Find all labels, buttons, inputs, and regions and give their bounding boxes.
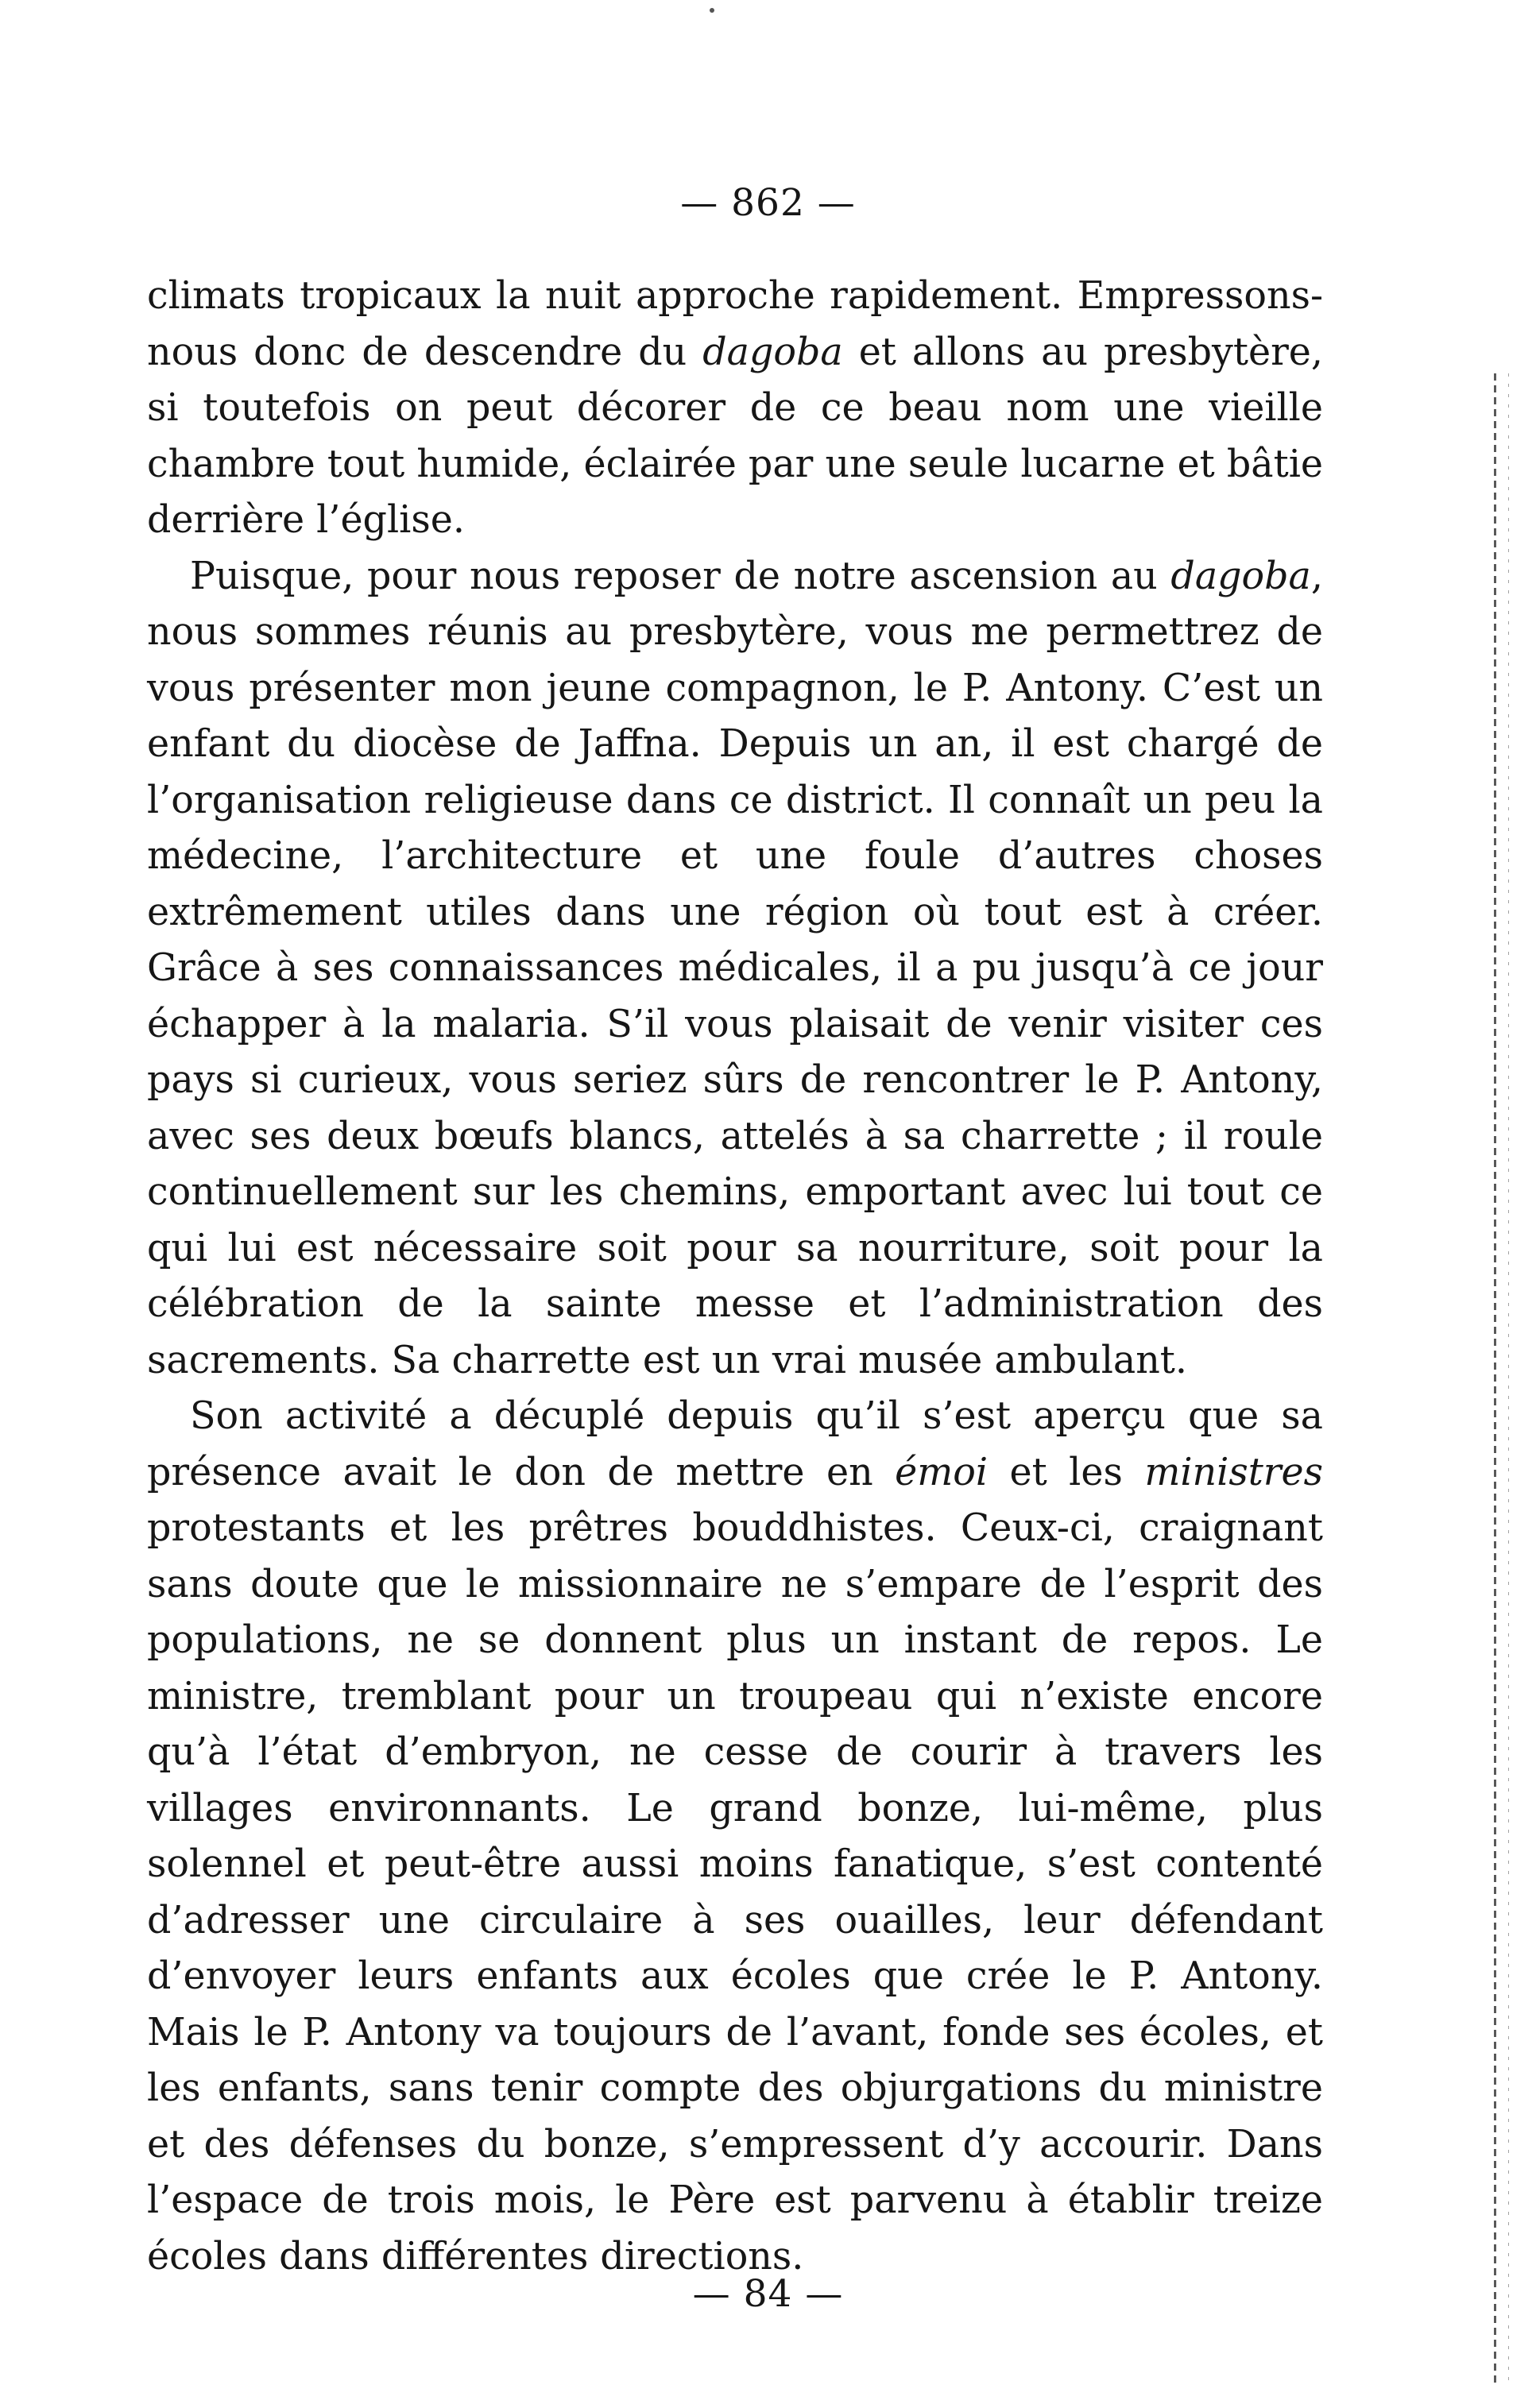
paragraph-1-segment-3: et allons au presbytère, si toutefois on peut décorer de ce beau nom une vieille chambre tout humide, éclairée par une seule lucarne et bâtie derrière l’église.: [147, 330, 1323, 542]
paragraph-2-segment-3: , nous sommes réunis au presbytère, vous me permettrez de vous présenter mon jeune compagnon, le P. Antony. C’est un enfant du diocèse de Jaffna. Depuis un an, il est chargé de l’organisation religieuse dans ce district. Il connaît un peu la médecine, l’architecture et une foule d’autres choses extrêmement utiles dans une région où tout est à créer. Grâce à ses connaissances médicales, il a pu jusqu’à ce jour échapper à la malaria. S’il vous plaisait de venir visiter ces pays si curieux, vous seriez sûrs de rencontrer le P. Antony, avec ses deux bœufs blancs, attelés à sa charrette ; il roule continuellement sur les chemins, emportant avec lui tout ce qui lui est nécessaire soit pour sa nourriture, soit pour la célébration de la sainte messe et l’administration des sacrements. Sa charrette est un vrai musée ambulant.: [147, 554, 1323, 1382]
paragraph-2-segment-1: Puisque, pour nous reposer de notre ascension au: [190, 554, 1171, 598]
paragraph-3-segment-5: protestants et les prêtres bouddhistes. Ceux-ci, craignant sans doute que le missionnaire ne s’empare de l’esprit des populations, ne se donnent plus un instant de repos. Le ministre, tremblant pour un troupeau qui n’existe encore qu’à l’état d’embryon, ne cesse de courir à travers les villages environnants. Le grand bonze, lui-même, plus solennel et peut-être aussi moins fanatique, s’est contenté d’adresser une circulaire à ses ouailles, leur défendant d’envoyer leurs enfants aux écoles que crée le P. Antony. Mais le P. Antony va toujours de l’avant, fonde ses écoles, et les enfants, sans tenir compte des objurgations du ministre et des défenses du bonze, s’empressent d’y accourir. Dans l’espace de trois mois, le Père est parvenu à établir treize écoles dans différentes directions.: [147, 1506, 1323, 2279]
paragraph-2: [147, 549, 1323, 1390]
top-speck: [710, 8, 714, 13]
paragraph-2-segment-2: dagoba: [1170, 554, 1311, 598]
page-number-header: — 862 —: [680, 181, 856, 225]
body-text: [147, 269, 1323, 2285]
paragraph-3-segment-4: ministres: [1144, 1450, 1323, 1494]
page-edge-scan-artifact-thin: [1508, 373, 1509, 2383]
paragraph-3-segment-1: Son activité a décuplé depuis qu’il s’est aperçu que sa présence avait le don de mettre en: [147, 1394, 1323, 1494]
paragraph-3-segment-3: et les: [988, 1450, 1145, 1494]
page-edge-scan-artifact: [1494, 373, 1496, 2383]
paragraph-3: [147, 1389, 1323, 2285]
paragraph-1: [147, 269, 1323, 549]
paragraph-1-segment-1: climats tropicaux la nuit approche rapidement. Empressons-nous donc de descendre du: [147, 274, 1323, 374]
paragraph-1-segment-2: dagoba: [702, 330, 843, 374]
page-number-footer: — 84 —: [692, 2272, 844, 2316]
paragraph-3-segment-2: émoi: [895, 1450, 989, 1494]
